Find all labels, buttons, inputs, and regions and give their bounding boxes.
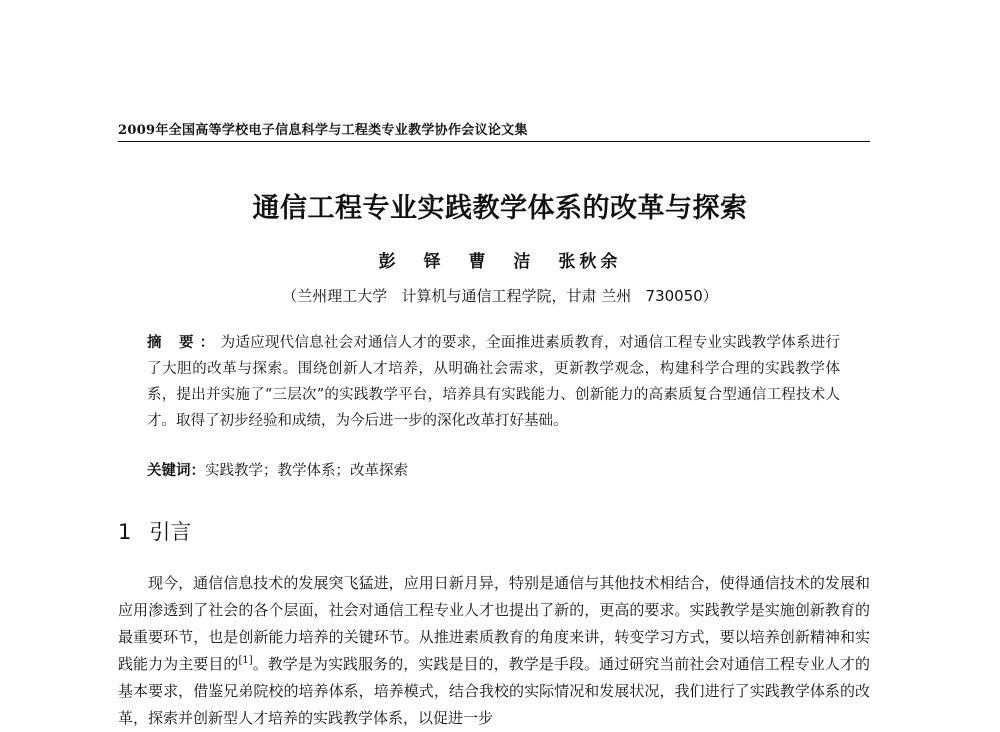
paragraph-text-part1: 现今，通信信息技术的发展突飞猛进，应用日新月异，特别是通信与其他技术相结合，使得通信技术的发展和应用渗透到了社会的各个层面，社会对通信工程专业人才也提出了新的，更高的要求。实践教学是实施创新教育的最重要环节，也是创新能力培养的关键环节。从推进素质教育的角度来讲，转变学习方式，要以培养创新精神和实践能力为主要目的 bbox=[118, 574, 870, 673]
paragraph-text-part2: 。教学是为实践服务的，实践是目的，教学是手段。通过研究当前社会对通信工程专业人才的基本要求，借鉴兄弟院校的培养体系，培养模式，结合我校的实际情况和发展状况，我们进行了实践教学体系的改革，探索并创新型人才培养的实践教学体系，以促进一步 bbox=[118, 655, 870, 727]
abstract bbox=[147, 330, 840, 434]
abstract-text: 为适应现代信息社会对通信人才的要求，全面推进素质教育，对通信工程专业实践教学体系进行了大胆的改革与探索。围绕创新人才培养，从明确社会需求，更新教学观念，构建科学合理的实践教学体系，提出并实施了“三层次”的实践教学平台，培养具有实践能力、创新能力的高素质复合型通信工程技术人才。取得了初步经验和成绩，为今后进一步的深化改革打好基础。 bbox=[147, 335, 840, 429]
paper-title: 通信工程专业实践教学体系的改革与探索 bbox=[252, 193, 748, 224]
body-paragraph bbox=[118, 570, 870, 732]
citation-ref: [1] bbox=[238, 655, 253, 666]
keywords-text: 实践教学；教学体系；改革探索 bbox=[205, 463, 408, 479]
paper-affiliation: （兰州理工大学 计算机与通信工程学院，甘肃 兰州 730050） bbox=[282, 287, 718, 305]
section-number: 1 bbox=[118, 520, 132, 544]
running-header bbox=[118, 119, 870, 142]
keywords bbox=[147, 458, 840, 484]
abstract-label: 摘 要： bbox=[147, 334, 221, 351]
running-header-title: 2009年全国高等学校电子信息科学与工程类专业教学协作会议论文集 bbox=[118, 123, 528, 138]
keywords-label: 关键词： bbox=[147, 462, 205, 479]
section-heading bbox=[118, 516, 191, 546]
section-title: 引言 bbox=[149, 520, 192, 544]
paper-authors: 彭 铎 曹 洁 张秋余 bbox=[378, 252, 622, 272]
